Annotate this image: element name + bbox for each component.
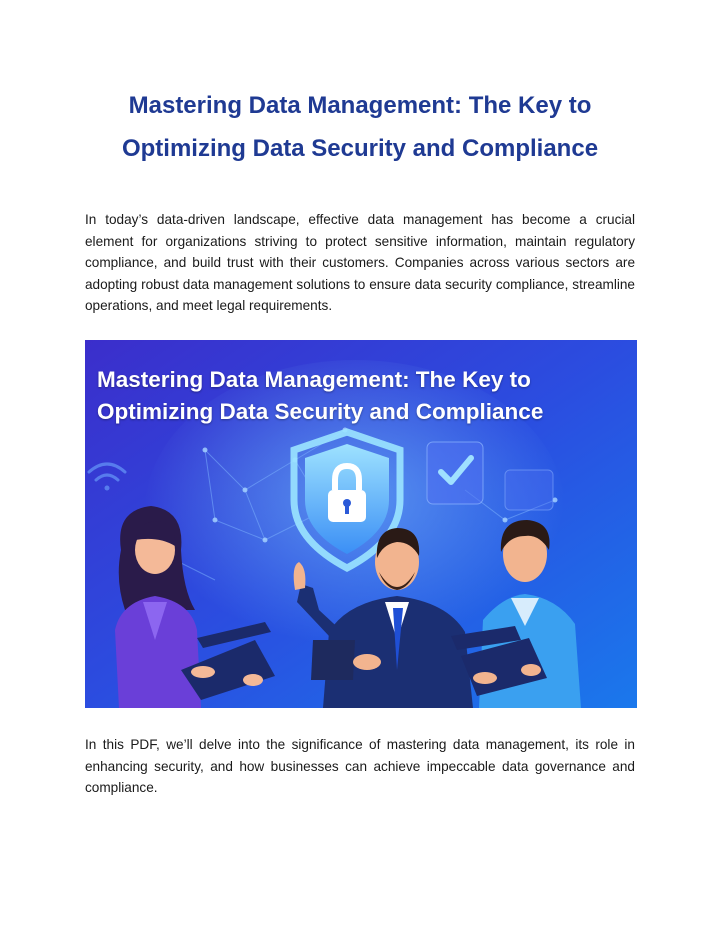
intro-paragraph: In today’s data-driven landscape, effective data management has become a crucial element for organizations striving to protect sensitive information, maintain regulatory compliance, and build trust with their customers. Companies across various sectors are adopting robust data management solutions to ensure data security compliance, streamline operations, and meet legal requirements. xyxy=(85,212,635,313)
closing-paragraph: In this PDF, we’ll delve into the significance of mastering data management, its role in enhancing security, and how businesses can achieve impeccable data governance and compliance. xyxy=(85,737,635,795)
hero-illustration xyxy=(85,340,637,708)
document-title-line-2: Optimizing Data Security and Compliance xyxy=(121,135,599,162)
hero-image-title-line-1: Mastering Data Management: The Key to xyxy=(97,367,531,392)
hero-image-title xyxy=(97,364,637,428)
hero-image-title-line-2: Optimizing Data Security and Compliance xyxy=(97,399,544,424)
document-title xyxy=(60,84,660,170)
document-title-line-1: Mastering Data Management: The Key to xyxy=(128,92,592,119)
